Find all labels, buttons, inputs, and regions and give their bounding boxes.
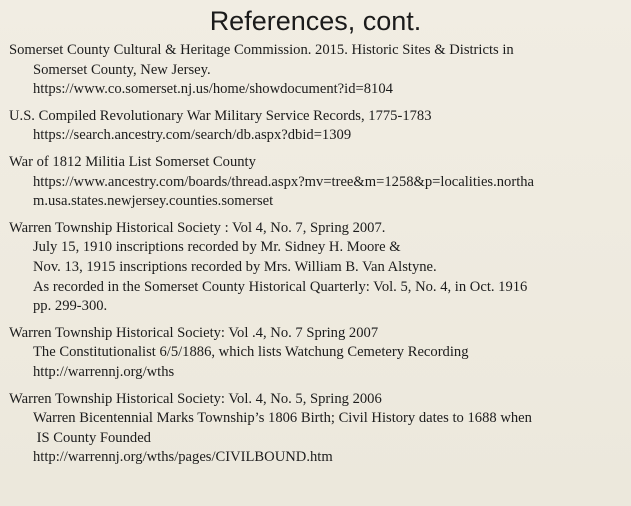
reference-line: Warren Bicentennial Marks Township’s 1806 Birth; Civil History dates to 1688 when (33, 410, 532, 427)
reference-line: Nov. 13, 1915 inscriptions recorded by Mrs. William B. Van Alstyne. (33, 258, 437, 275)
reference-line: As recorded in the Somerset County Historical Quarterly: Vol. 5, No. 4, in Oct. 1916 (33, 278, 528, 295)
reference-url: https://search.ancestry.com/search/db.aspx?dbid=1309 (33, 127, 352, 144)
reference-url-continued: m.usa.states.newjersey.counties.somerset (33, 193, 274, 210)
reference-heading: U.S. Compiled Revolutionary War Military Service Records, 1775-1783 (9, 107, 432, 124)
reference-heading: Warren Township Historical Society : Vol 4, No. 7, Spring 2007. (9, 219, 386, 236)
reference-list (9, 41, 627, 475)
page-title: References, cont. (209, 6, 422, 36)
reference-heading: Warren Township Historical Society: Vol. 4, No. 5, Spring 2006 (9, 390, 382, 407)
reference-entry (9, 153, 627, 212)
reference-url: http://warrennj.org/wths (33, 363, 175, 380)
reference-entry (9, 324, 627, 383)
reference-entry (9, 390, 627, 468)
reference-line: IS County Founded (33, 429, 151, 446)
reference-line: July 15, 1910 inscriptions recorded by Mr. Sidney H. Moore & (33, 239, 401, 256)
reference-line: Somerset County, New Jersey. (33, 61, 211, 78)
reference-heading: War of 1812 Militia List Somerset County (9, 153, 256, 170)
reference-line: pp. 299-300. (33, 298, 108, 315)
reference-url: https://www.ancestry.com/boards/thread.aspx?mv=tree&m=1258&p=localities.northa (33, 173, 535, 190)
reference-line: The Constitutionalist 6/5/1886, which lists Watchung Cemetery Recording (33, 344, 469, 361)
reference-entry (9, 107, 627, 146)
reference-url: http://warrennj.org/wths/pages/CIVILBOUND.htm (33, 449, 333, 466)
reference-heading: Warren Township Historical Society: Vol .4, No. 7 Spring 2007 (9, 324, 379, 341)
reference-entry (9, 41, 627, 100)
reference-entry (9, 219, 627, 317)
reference-url: https://www.co.somerset.nj.us/home/showdocument?id=8104 (33, 81, 393, 98)
reference-heading: Somerset County Cultural & Heritage Commission. 2015. Historic Sites & Districts in (9, 42, 514, 58)
